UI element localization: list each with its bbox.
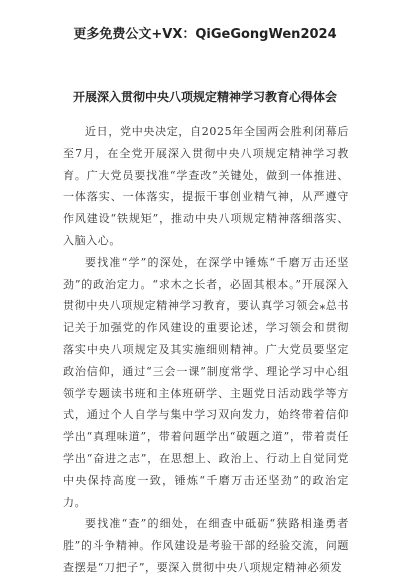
paragraph: 要找准“学”的深处，在深学中锤炼“千磨万击还坚劲”的政治定力。“求木之长者，必固其根本。”开展深入贯彻中央八项规定精神学习教育，要认真学习领会⁎总书记关于加强党的作风建设的重要论述，学习领会和贯彻落实中央八项规定及其实施细则精神。广大党员要坚定政治信仰，通过“三会一课”制度常学、理论学习中心组领学专题读书班和主体班研学、主题党日活动践学等方式，通过个人自学与集中学习双向发力，始终带着信仰学出“真理味道”，带着问题学出“破题之道”，带着责任学出“奋进之志”，在思想上、政治上、行动上自觉同党中央保持高度一致，锤炼“千磨万击还坚劲”的政治定力。	[63, 255, 349, 509]
paragraph: 要找准“查”的细处，在细查中砥砺“狭路相逢勇者胜”的斗争精神。作风建设是考验干部的经验交流，问题查摆是“刀把子”，要深入贯彻中央八项规定精神必须发	[63, 517, 349, 574]
page-header: 更多免费公文+VX：QiGeGongWen2024	[73, 27, 337, 42]
document-title: 开展深入贯彻中央八项规定精神学习教育心得体会	[72, 90, 337, 104]
document-body	[63, 121, 349, 579]
paragraph: 近日，党中央决定，自2025年全国两会胜利闭幕后至7月，在全党开展深入贯彻中央八项规定精神学习教育。广大党员要找准“学查改”关键处，做到一体推进、一体落实、一体落实，提振干事创业精气神，从严遵守作风建设“铁规矩”，推动中央八项规定精神落细落实、入脑入心。	[63, 125, 349, 247]
